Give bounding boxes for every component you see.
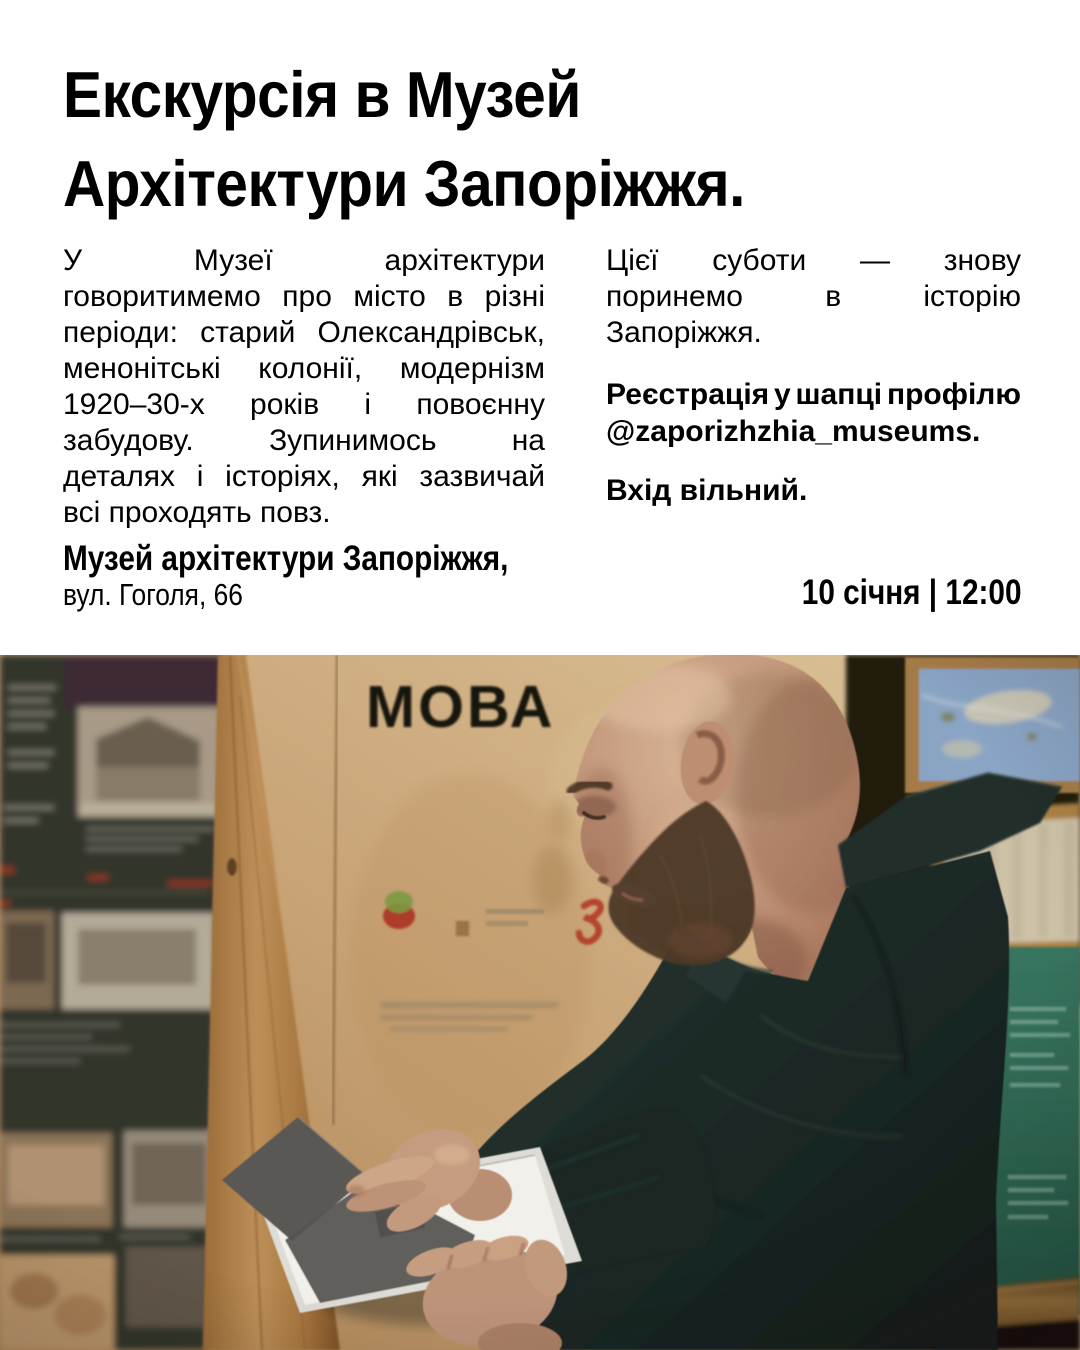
vignette: [0, 655, 1080, 1350]
venue-address: вул. Гоголя, 66: [63, 577, 243, 612]
event-photo: [0, 655, 1080, 1350]
poster-title: [63, 50, 821, 228]
title-line-1: Екскурсія в Музей: [63, 58, 581, 131]
venue-block: [63, 540, 587, 611]
venue-name: Музей архітектури Запоріжжя,: [63, 539, 509, 578]
body-columns: [63, 243, 1021, 531]
intro-paragraph: У Музеї архітектури говоритимемо про місто в різні періоди: старий Олександрівськ, менонітські колонії, модернізм 1920–30-х років і повоєнну забудову. Зупинимось на деталях і історіях, які зазвичай всі проходять повз.: [63, 244, 545, 529]
event-datetime: 10 січня | 12:00: [801, 573, 1021, 612]
saturday-paragraph: Цієї суботи — знову поринемо в історію Запоріжжя.: [606, 244, 1021, 349]
footer-row: [63, 540, 1021, 611]
registration-note: Реєстрація у шапці профілю @zaporizhzhia_museums.: [606, 378, 1021, 448]
admission-note: Вхід вільний.: [606, 474, 808, 507]
title-line-2: Архітектури Запоріжжя.: [63, 147, 745, 220]
details-column: [606, 243, 1021, 531]
